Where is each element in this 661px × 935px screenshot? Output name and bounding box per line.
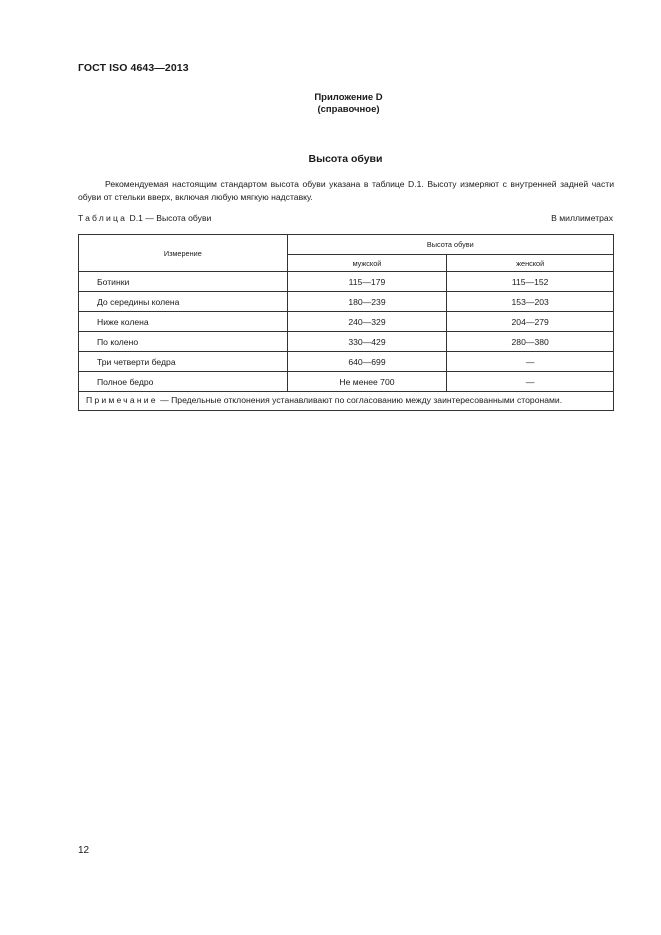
table-row [79,312,614,332]
shoe-height-table [78,234,614,411]
section-title [0,153,661,165]
column-header-men: мужской [287,255,447,272]
column-header-height: Высота обуви [287,235,613,255]
section-title-text: Высота обуви [308,153,383,165]
table-row [79,352,614,372]
table-caption-text: D.1 — Высота обуви [129,213,212,223]
row-men-value: Не менее 700 [287,372,447,392]
row-men-value: 640—699 [287,352,447,372]
intro-paragraph: Рекомендуемая настоящим стандартом высота обуви указана в таблице D.1. Высоту измеряют с внутренней задней части обуви от стельки вверх, включая любую мягкую надставку. [78,179,614,202]
row-women-value: 153—203 [447,292,614,312]
table-row [79,332,614,352]
table-header-row [79,235,614,255]
table-caption [78,213,211,223]
row-women-value: 204—279 [447,312,614,332]
row-name: Три четверти бедра [79,352,288,372]
page-number: 12 [78,845,90,856]
table-row [79,272,614,292]
row-name: До середины колена [79,292,288,312]
document-header: ГОСТ ISO 4643—2013 [78,62,189,74]
row-men-value: 330—429 [287,332,447,352]
table-note-row [79,392,614,411]
row-women-value: 115—152 [447,272,614,292]
table-units: В миллиметрах [551,213,613,223]
table-note [79,392,614,411]
table-row [79,372,614,392]
table-caption-label: Таблица [78,213,128,223]
column-header-measure: Измерение [79,235,288,272]
row-women-value: 280—380 [447,332,614,352]
note-label: Примечание [86,395,158,405]
appendix-title: Приложение D [314,92,383,103]
row-name: Ниже колена [79,312,288,332]
row-women-value: — [447,372,614,392]
appendix-heading [0,92,661,116]
row-name: Ботинки [79,272,288,292]
row-men-value: 180—239 [287,292,447,312]
appendix-subtitle: (справочное) [317,104,380,115]
row-name: Полное бедро [79,372,288,392]
table-row [79,292,614,312]
row-name: По колено [79,332,288,352]
row-women-value: — [447,352,614,372]
note-text: — Предельные отклонения устанавливают по согласованию между заинтересованными сторонами. [157,395,563,405]
row-men-value: 240—329 [287,312,447,332]
column-header-women: женской [447,255,614,272]
row-men-value: 115—179 [287,272,447,292]
